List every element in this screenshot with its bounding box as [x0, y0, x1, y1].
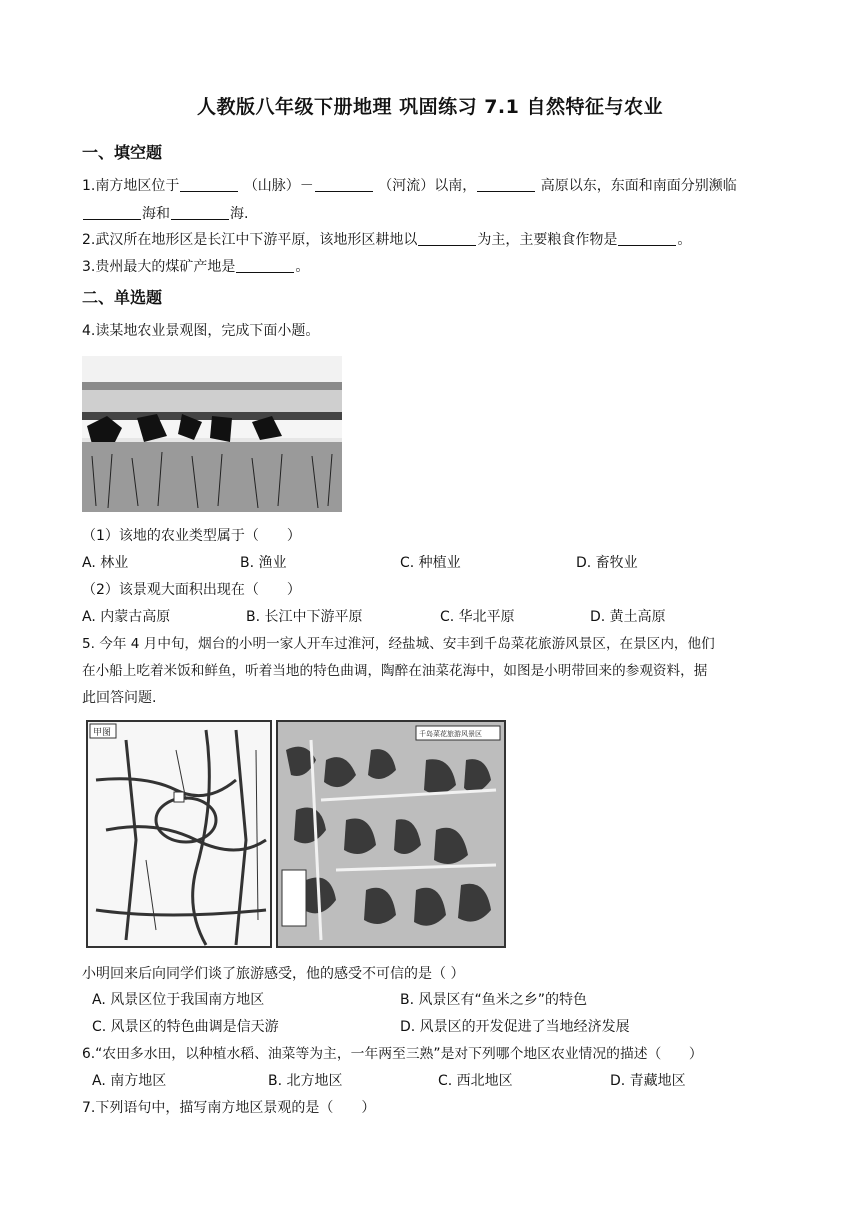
- page-title: 人教版八年级下册地理 巩固练习 7.1 自然特征与农业: [196, 96, 663, 118]
- q6-option-c[interactable]: C. 西北地区: [438, 1073, 513, 1089]
- map-b-label: 千岛菜花旅游风景区: [419, 730, 482, 738]
- question-5-line-2: 在小船上吃着米饭和鲜鱼，听着当地的特色曲调，陶醉在油菜花海中，如图是小明带回来的参观资料，据: [82, 663, 708, 679]
- question-5-line-3: 此回答问题.: [82, 690, 157, 706]
- route-map: [86, 720, 272, 948]
- answer-blank[interactable]: [83, 205, 141, 220]
- scenic-area-map: [276, 720, 506, 948]
- q4-2-option-d[interactable]: D. 黄土高原: [590, 609, 666, 625]
- answer-blank[interactable]: [477, 177, 535, 192]
- q5-option-d[interactable]: D. 风景区的开发促进了当地经济发展: [400, 1019, 630, 1035]
- q5-option-c[interactable]: C. 风景区的特色曲调是信天游: [92, 1019, 279, 1035]
- question-4-sub-2: （2）该景观大面积出现在（ ）: [82, 582, 301, 598]
- q4-1-option-b[interactable]: B. 渔业: [240, 555, 287, 571]
- question-4-stem: 4.读某地农业景观图，完成下面小题。: [82, 323, 320, 339]
- map-a-label: 甲图: [93, 728, 112, 738]
- answer-blank[interactable]: [315, 177, 373, 192]
- q6-option-d[interactable]: D. 青藏地区: [610, 1073, 686, 1089]
- question-6-stem: 6.“农田多水田，以种植水稻、油菜等为主，一年两至三熟”是对下列哪个地区农业情况的描述（ ）: [82, 1046, 703, 1062]
- question-1-line-2: 海和 海.: [82, 204, 248, 224]
- q4-1-option-d[interactable]: D. 畜牧业: [576, 555, 638, 571]
- question-5-line-1: 5. 今年 4 月中旬，烟台的小明一家人开车过淮河，经盐城、安丰到千岛菜花旅游风景区，在景区内，他们: [82, 636, 715, 652]
- answer-blank[interactable]: [171, 205, 229, 220]
- answer-blank[interactable]: [618, 231, 676, 246]
- q4-2-option-b[interactable]: B. 长江中下游平原: [246, 609, 363, 625]
- question-7-stem: 7.下列语句中，描写南方地区景观的是（ ）: [82, 1100, 376, 1116]
- answer-blank[interactable]: [236, 258, 294, 273]
- question-1-line-1: 1.南方地区位于 （山脉）－ （河流）以南， 高原以东，东面和南面分别濒临: [82, 178, 737, 194]
- q5-option-b[interactable]: B. 风景区有“鱼米之乡”的特色: [400, 992, 588, 1008]
- q6-option-b[interactable]: B. 北方地区: [268, 1073, 343, 1089]
- answer-blank[interactable]: [418, 231, 476, 246]
- question-5-stem: 小明回来后向同学们谈了旅游感受，他的感受不可信的是（ ）: [82, 966, 465, 982]
- section-single-choice: 二、单选题: [82, 288, 163, 307]
- question-4-sub-1: （1）该地的农业类型属于（ ）: [82, 528, 301, 544]
- answer-blank[interactable]: [180, 177, 238, 192]
- question-2: 2.武汉所在地形区是长江中下游平原，该地形区耕地以 为主，主要粮食作物是 。: [82, 232, 692, 248]
- section-fill-in: 一、填空题: [82, 143, 163, 162]
- q4-2-option-c[interactable]: C. 华北平原: [440, 609, 515, 625]
- q4-1-option-c[interactable]: C. 种植业: [400, 555, 461, 571]
- q5-option-a[interactable]: A. 风景区位于我国南方地区: [92, 992, 265, 1008]
- q4-2-option-a[interactable]: A. 内蒙古高原: [82, 609, 171, 625]
- q6-option-a[interactable]: A. 南方地区: [92, 1073, 167, 1089]
- question-3: 3.贵州最大的煤矿产地是 。: [82, 259, 310, 275]
- paddy-field-photo: [82, 356, 342, 512]
- q4-1-option-a[interactable]: A. 林业: [82, 555, 129, 571]
